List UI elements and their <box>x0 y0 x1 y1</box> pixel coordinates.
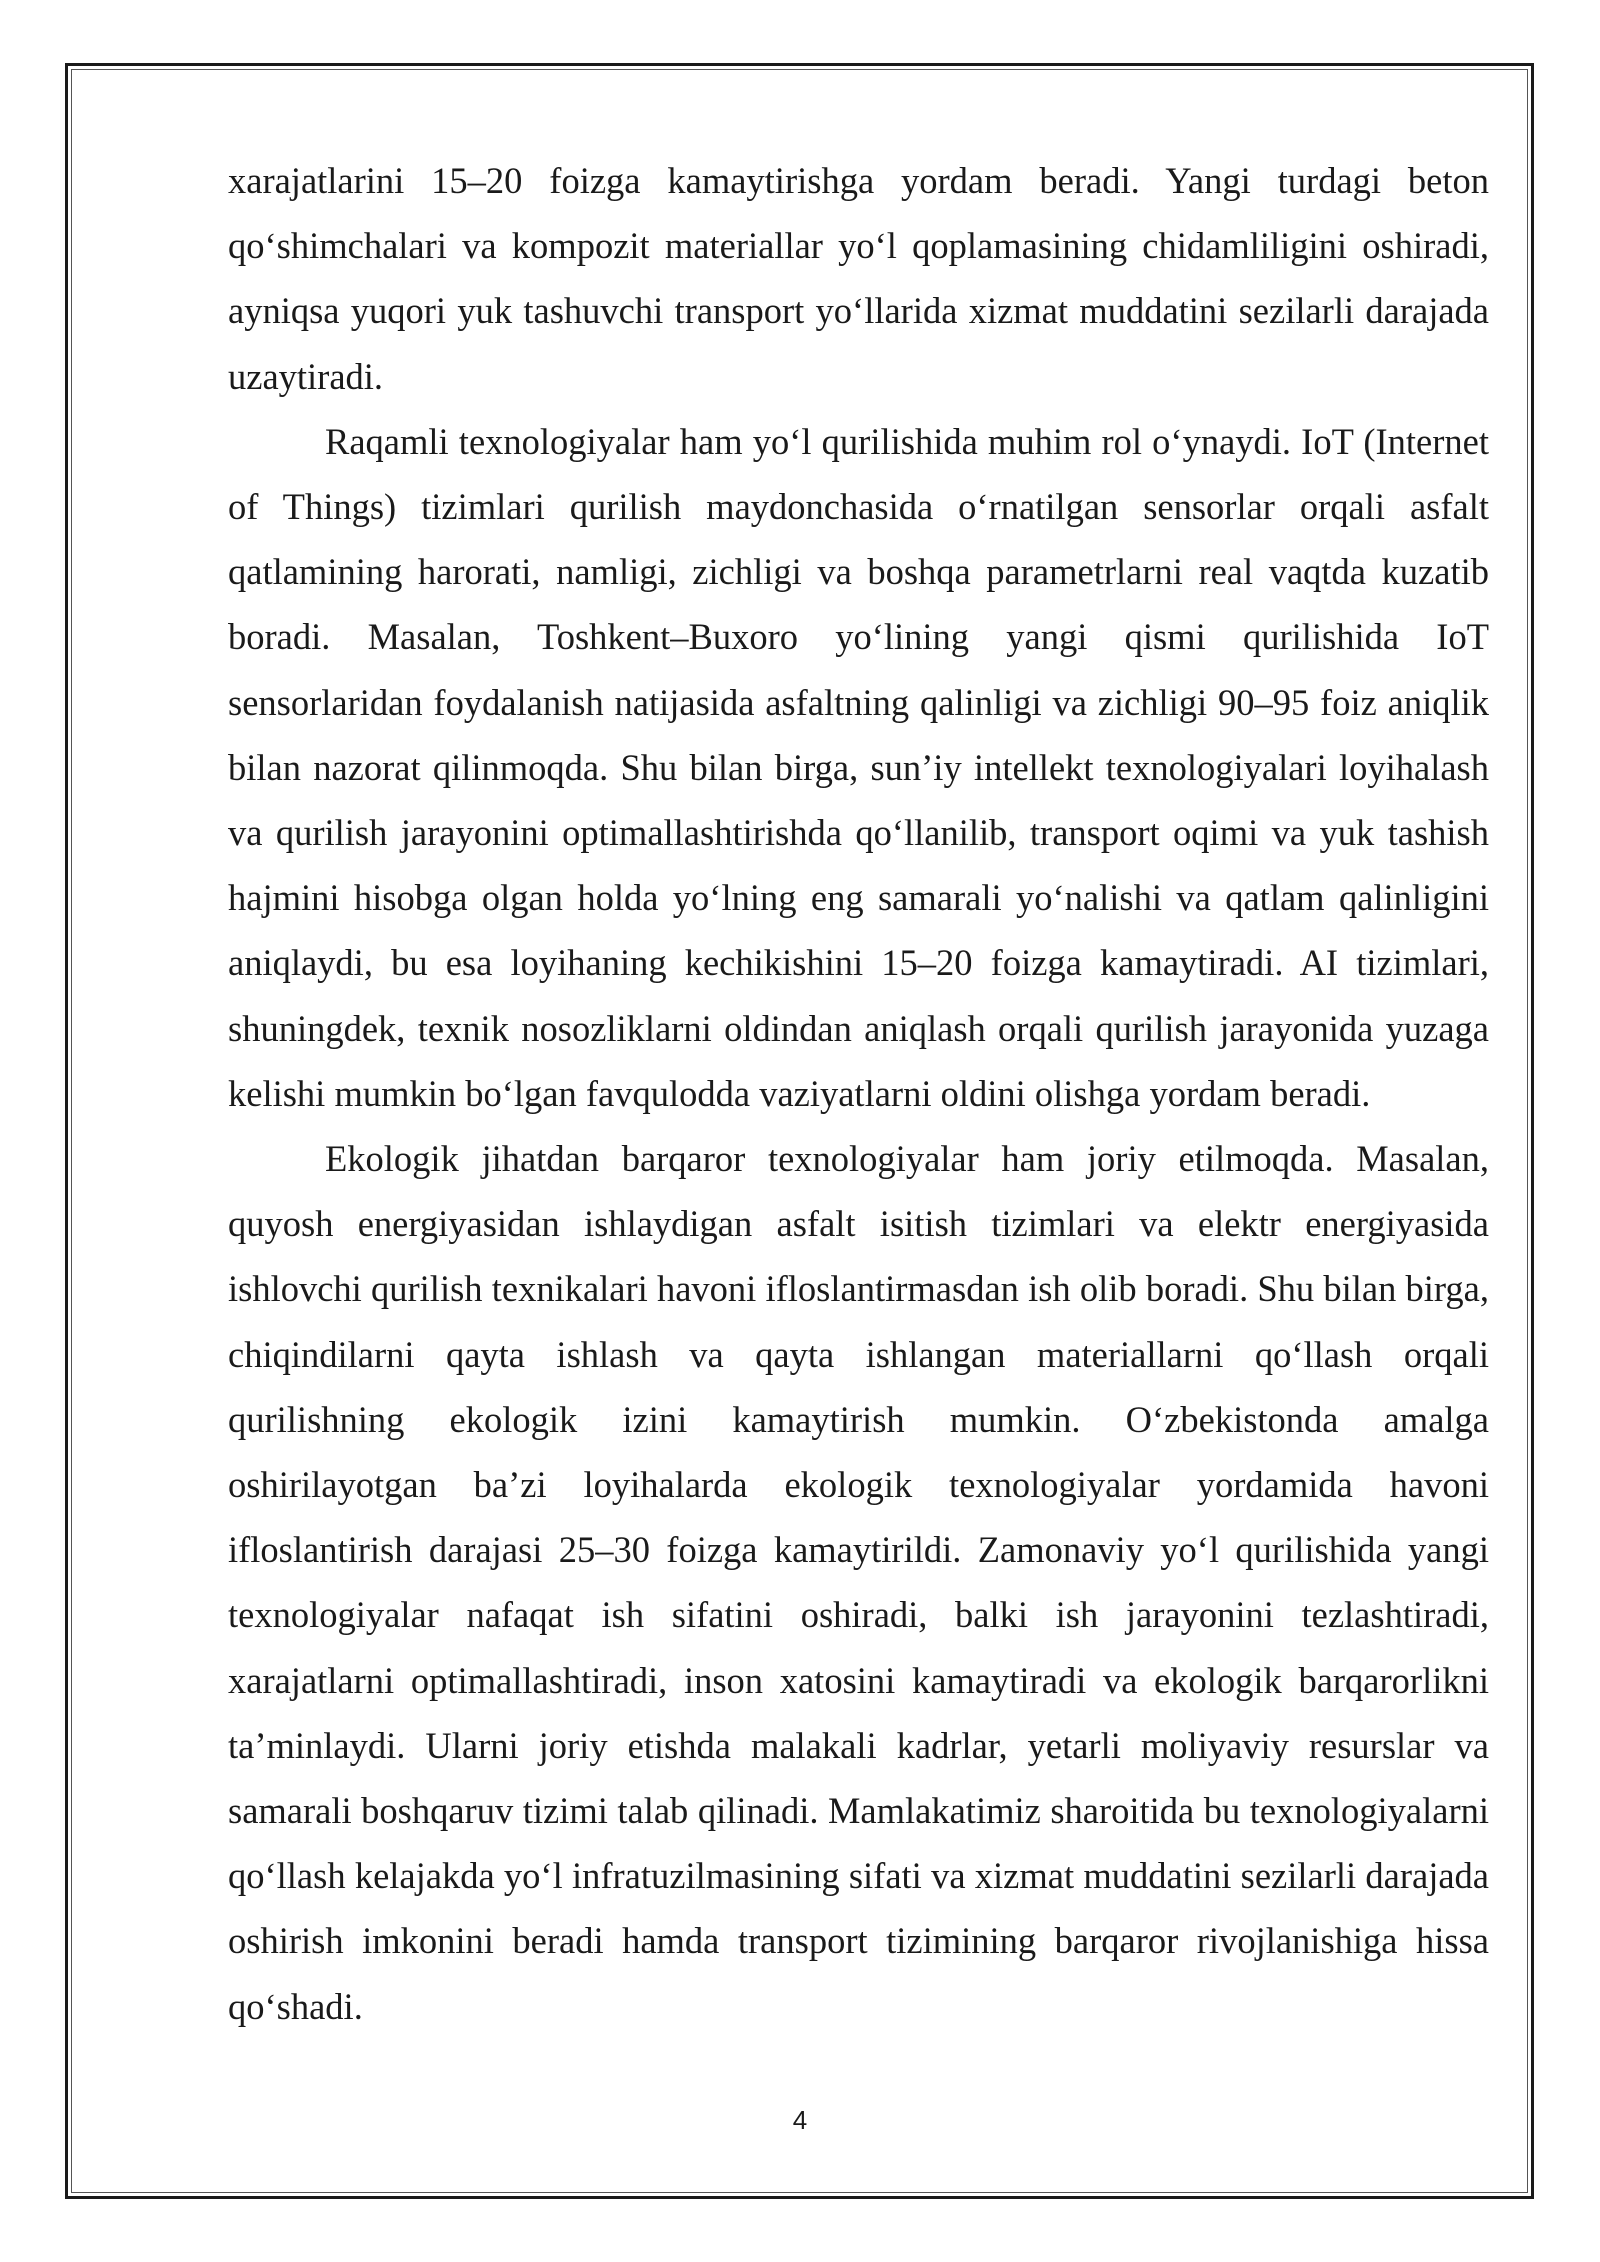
paragraph-ecological-technologies: Ekologik jihatdan barqaror texnologiyalar ham joriy etilmoqda. Masalan, quyosh energiyasidan ishlaydigan asfalt isitish tizimlari va elektr energiyasida ishlovchi qurilish texnikalari havoni ifloslantirmasdan ish olib boradi. Shu bilan birga, chiqindilarni qayta ishlash va qayta ishlangan materiallarni qo‘llash orqali qurilishning ekologik izini kamaytirish mumkin. O‘zbekistonda amalga oshirilayotgan ba’zi loyihalarda ekologik texnologiyalar yordamida havoni ifloslantirish darajasi 25–30 foizga kamaytirildi. Zamonaviy yo‘l qurilishida yangi texnologiyalar nafaqat ish sifatini oshiradi, balki ish jarayonini tezlashtiradi, xarajatlarni optimallashtiradi, inson xatosini kamaytiradi va ekologik barqarorlikni ta’minlaydi. Ularni joriy etishda malakali kadrlar, yetarli moliyaviy resurslar va samarali boshqaruv tizimi talab qilinadi. Mamlakatimiz sharoitida bu texnologiyalarni qo‘llash kelajakda yo‘l infratuzilmasining sifati va xizmat muddatini sezilarli darajada oshirish imkonini beradi hamda transport tizimining barqaror rivojlanishiga hissa qo‘shadi. <box>228 1138 1489 2027</box>
body-text <box>228 148 1489 2039</box>
page-number: 4 <box>792 2105 808 2135</box>
paragraph-digital-technologies: Raqamli texnologiyalar ham yo‘l qurilishida muhim rol o‘ynaydi. IoT (Internet of Things) tizimlari qurilish maydonchasida o‘rnatilgan sensorlar orqali asfalt qatlamining harorati, namligi, zichligi va boshqa parametrlarni real vaqtda kuzatib boradi. Masalan, Toshkent–Buxoro yo‘lining yangi qismi qurilishida IoT sensorlaridan foydalanish natijasida asfaltning qalinligi va zichligi 90–95 foiz aniqlik bilan nazorat qilinmoqda. Shu bilan birga, sun’iy intellekt texnologiyalari loyihalash va qurilish jarayonini optimallashtirishda qo‘llanilib, transport oqimi va yuk tashish hajmini hisobga olgan holda yo‘lning eng samarali yo‘nalishi va qatlam qalinligini aniqlaydi, bu esa loyihaning kechikishini 15–20 foizga kamaytiradi. AI tizimlari, shuningdek, texnik nosozliklarni oldindan aniqlash orqali qurilish jarayonida yuzaga kelishi mumkin bo‘lgan favqulodda vaziyatlarni oldini olishga yordam beradi. <box>228 420 1489 1114</box>
paragraph-continuation: xarajatlarini 15–20 foizga kamaytirishga yordam beradi. Yangi turdagi beton qo‘shimchalari va kompozit materiallar yo‘l qoplamasining chidamliligini oshiradi, ayniqsa yuqori yuk tashuvchi transport yo‘llarida xizmat muddatini sezilarli darajada uzaytiradi. <box>228 160 1489 397</box>
